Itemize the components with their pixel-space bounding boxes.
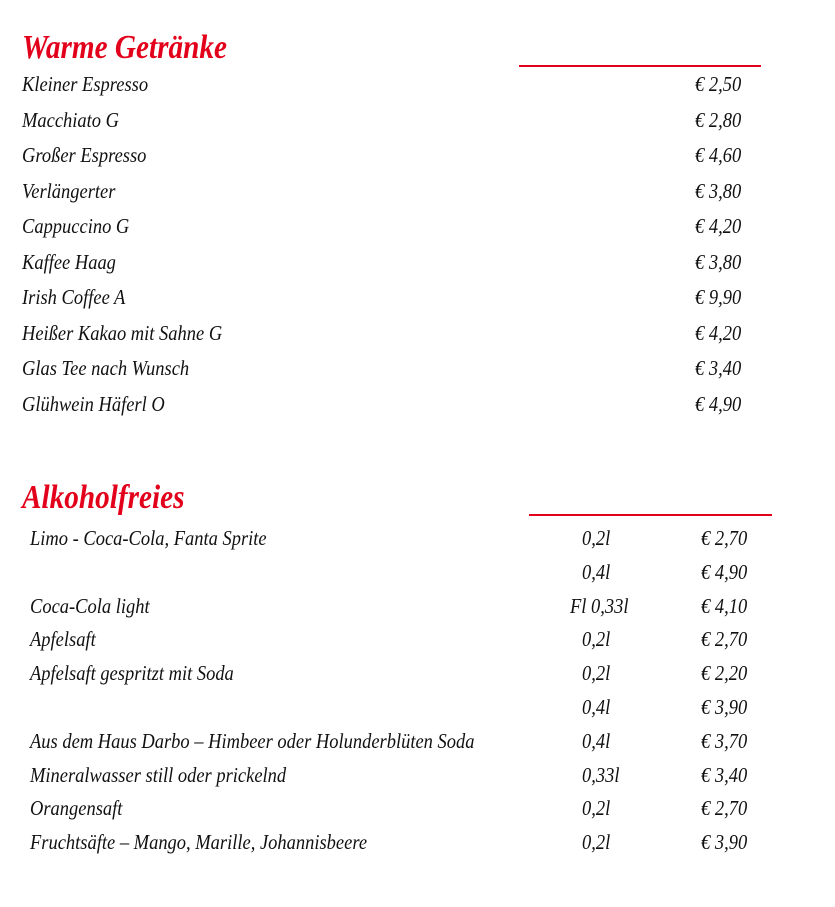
item-price: € 2,70 (701, 796, 748, 821)
item-name: Mineralwasser still oder prickelnd (30, 762, 287, 787)
soft-drinks-list (0, 522, 835, 860)
item-name: Limo - Coca-Cola, Fanta Sprite (30, 526, 267, 550)
item-price: € 3,80 (695, 178, 742, 203)
item-name: Coca-Cola light (30, 593, 150, 618)
menu-item (0, 103, 835, 139)
item-name: Cappuccino G (22, 214, 130, 238)
item-price: € 4,20 (695, 214, 742, 238)
soft-drinks-heading: Alkoholfreies (22, 479, 185, 516)
menu-item (0, 556, 835, 590)
item-name: Apfelsaft gespritzt mit Soda (30, 661, 234, 686)
item-volume: 0,2l (582, 796, 611, 821)
item-name: Heißer Kakao mit Sahne G (22, 320, 223, 345)
menu-item (0, 280, 835, 316)
item-price: € 4,10 (701, 593, 748, 618)
menu-item (0, 245, 835, 281)
menu-item (0, 657, 835, 691)
menu-item (0, 67, 835, 103)
item-price: € 3,80 (695, 249, 742, 274)
item-name: Aus dem Haus Darbo – Himbeer oder Holunderblüten Soda (30, 728, 475, 753)
item-price: € 2,70 (701, 526, 748, 550)
item-volume: 0,2l (582, 830, 611, 855)
menu-item (0, 351, 835, 387)
menu-item (0, 792, 835, 826)
item-price: € 2,50 (695, 72, 742, 96)
menu-item (0, 138, 835, 174)
menu-item (0, 387, 835, 423)
menu-item (0, 623, 835, 657)
item-price: € 3,70 (701, 728, 748, 753)
item-name: Glühwein Häferl O (22, 391, 165, 416)
item-name: Kaffee Haag (22, 249, 116, 274)
item-price: € 2,20 (701, 661, 748, 686)
warm-drinks-heading: Warme Getränke (22, 29, 227, 66)
item-price: € 3,90 (701, 830, 748, 855)
item-volume: 0,4l (582, 694, 611, 719)
item-price: € 2,70 (701, 627, 748, 652)
item-price: € 4,60 (695, 143, 742, 167)
menu-item (0, 590, 835, 624)
item-volume: 0,2l (582, 661, 611, 686)
item-volume: Fl 0,33l (570, 593, 629, 618)
item-price: € 2,80 (695, 107, 742, 132)
item-name: Apfelsaft (30, 627, 96, 652)
item-name: Fruchtsäfte – Mango, Marille, Johannisbeere (30, 830, 368, 855)
item-volume: 0,33l (582, 762, 620, 787)
item-price: € 4,90 (695, 391, 742, 416)
menu-item (0, 759, 835, 793)
warm-drinks-list (0, 67, 835, 422)
item-volume: 0,4l (582, 728, 611, 753)
soft-drinks-divider (529, 514, 772, 516)
item-volume: 0,2l (582, 627, 611, 652)
item-name: Irish Coffee A (22, 285, 126, 309)
menu-item (0, 691, 835, 725)
item-price: € 3,40 (701, 762, 748, 787)
item-price: € 4,20 (695, 320, 742, 345)
item-price: € 9,90 (695, 285, 742, 309)
item-volume: 0,4l (582, 559, 611, 584)
item-volume: 0,2l (582, 526, 611, 550)
item-name: Kleiner Espresso (22, 72, 149, 96)
menu-item (0, 522, 835, 556)
item-name: Orangensaft (30, 796, 123, 821)
menu-item (0, 209, 835, 245)
menu-item (0, 826, 835, 860)
menu-item (0, 174, 835, 210)
item-name: Verlängerter (22, 178, 116, 203)
item-name: Macchiato G (22, 107, 120, 132)
item-price: € 4,90 (701, 559, 748, 584)
menu-item (0, 725, 835, 759)
item-name: Großer Espresso (22, 143, 147, 167)
item-price: € 3,40 (695, 356, 742, 380)
item-name: Glas Tee nach Wunsch (22, 356, 190, 380)
item-price: € 3,90 (701, 694, 748, 719)
menu-item (0, 316, 835, 352)
